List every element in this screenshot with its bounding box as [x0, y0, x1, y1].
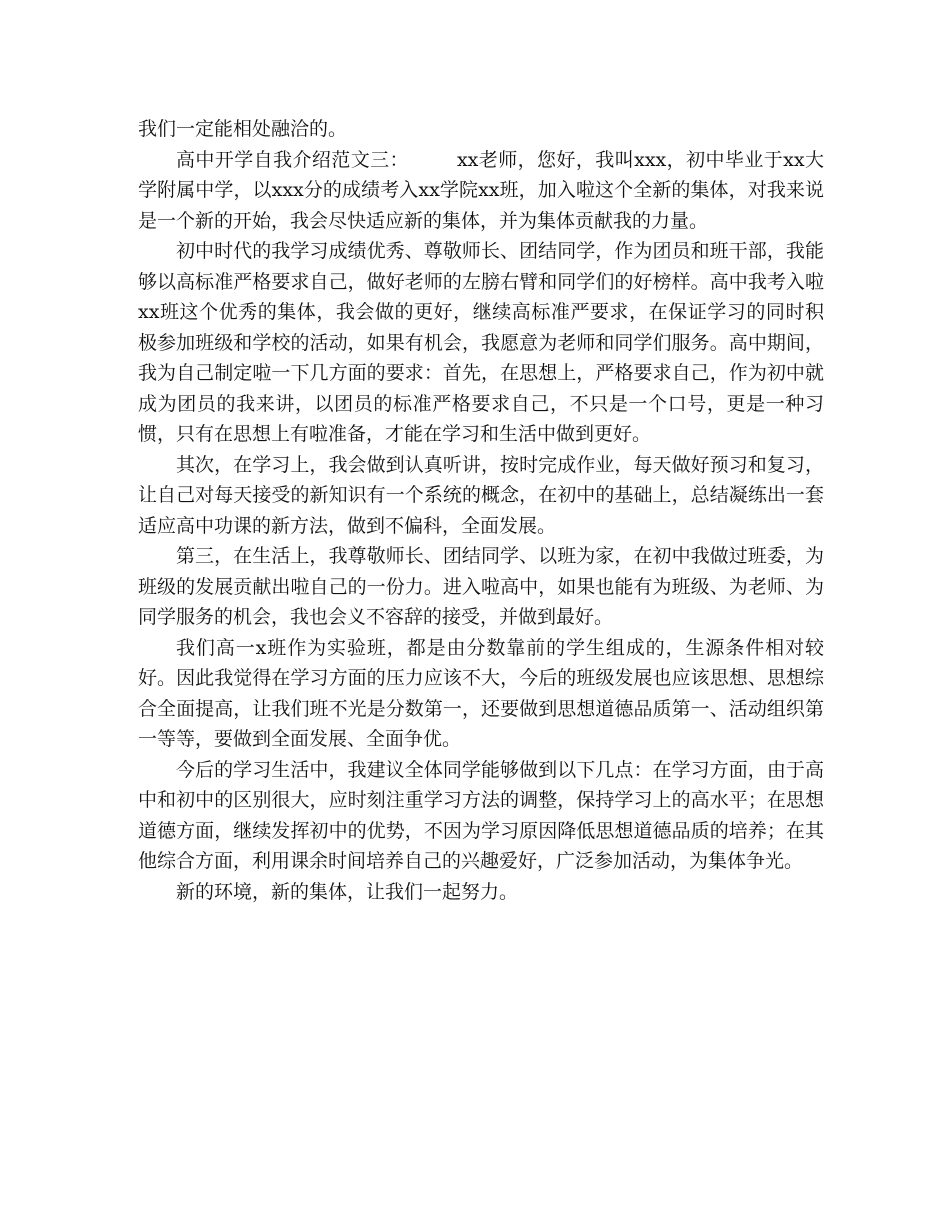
document-body [138, 114, 824, 907]
paragraph-7 [138, 755, 824, 877]
paragraph-4 [138, 450, 824, 542]
paragraph-text: 新的环境，新的集体，让我们一起努力。 [176, 880, 519, 903]
paragraph-3 [138, 236, 824, 450]
paragraph-text: 我们高一x班作为实验班，都是由分数靠前的学生组成的，生源条件相对较好。因此我觉得在学习方面的压力应该不大，今后的班级发展也应该思想、思想综合全面提高，让我们班不光是分数第一，还要做到思想道德品质第一、活动组织第一等等，要做到全面发展、全面争优。 [138, 636, 824, 750]
paragraph-text: 我们一定能相处融洽的。 [138, 118, 348, 140]
section-lead: 高中开学自我介绍范文三： [176, 148, 409, 171]
paragraph-8 [138, 877, 824, 908]
paragraph-6 [138, 633, 824, 755]
paragraph-text: 今后的学习生活中，我建议全体同学能够做到以下几点：在学习方面，由于高中和初中的区别很大，应时刻注重学习方法的调整，保持学习上的高水平；在思想道德方面，继续发挥初中的优势，不因为学习原因降低思想道德品质的培养；在其他综合方面，利用课余时间培养自己的兴趣爱好，广泛参加活动，为集体争光。 [138, 758, 824, 872]
paragraph-text: 初中时代的我学习成绩优秀、尊敬师长、团结同学，作为团员和班干部，我能够以高标准严格要求自己，做好老师的左膀右臂和同学们的好榜样。高中我考入啦xx班这个优秀的集体，我会做的更好，继续高标准严要求，在保证学习的同时积极参加班级和学校的活动，如果有机会，我愿意为老师和同学们服务。高中期间，我为自己制定啦一下几方面的要求：首先，在思想上，严格要求自己，作为初中就成为团员的我来讲，以团员的标准严格要求自己，不只是一个口号，更是一种习惯，只有在思想上有啦准备，才能在学习和生活中做到更好。 [138, 240, 824, 445]
paragraph-text: xx老师，您好，我叫xxx，初中毕业于xx大学附属中学，以xxx分的成绩考入xx学院xx班，加入啦这个全新的集体，对我来说是一个新的开始，我会尽快适应新的集体，并为集体贡献我的力量。 [138, 148, 824, 232]
paragraph-2 [138, 145, 824, 237]
paragraph-5 [138, 541, 824, 633]
paragraph-text: 第三，在生活上，我尊敬师长、团结同学、以班为家，在初中我做过班委，为班级的发展贡献出啦自己的一份力。进入啦高中，如果也能有为班级、为老师、为同学服务的机会，我也会义不容辞的接受，并做到最好。 [138, 545, 824, 628]
paragraph-1 [138, 114, 824, 145]
paragraph-text: 其次，在学习上，我会做到认真听讲，按时完成作业，每天做好预习和复习，让自己对每天接受的新知识有一个系统的概念，在初中的基础上，总结凝练出一套适应高中功课的新方法，做到不偏科，全面发展。 [138, 453, 824, 537]
